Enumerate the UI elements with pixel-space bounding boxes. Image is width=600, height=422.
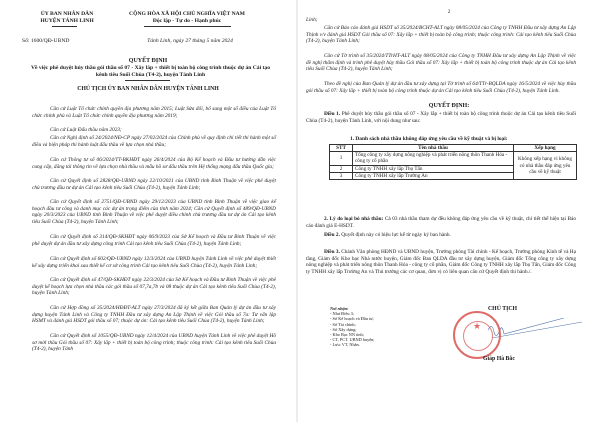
legal-basis-1: Căn cứ Luật Tổ chức chính quyền địa phương năm 2015; Luật Sửa đổi, bổ sung một số điều của Luật Tổ chức chính phủ và Luật Tổ chức chính quyền địa phương năm 2019; (32, 106, 276, 119)
article-2 (306, 232, 576, 239)
bidder-list-heading: 1. Danh sách nhà thầu không đáp ứng yêu cầu về kỹ thuật và bị loại: (350, 136, 508, 142)
rejection-reason-text: Cả 03 nhà thầu tham dự đều không đáp ứng yêu cầu về kỹ thuật, chi tiết thể hiện tại Báo cáo đánh giá E-HSDT. (306, 216, 576, 229)
page-number: 2 (447, 9, 451, 15)
legal-basis-13: Căn cứ Tờ trình số 35/2024/TTrHT-ALT ngày 08/05/2024 của Công ty TNHH Đầu tư xây dựng An Lập Thịnh về việc đề nghị thẩm định và trình phê duyệt hủy thầu Gói thầu số 07: Xây lắp + thiết bị toàn bộ công trình thuộc dự án Cải tạo kênh tiêu Suối Chùa (T4-2), huyện Tánh Linh; (306, 53, 576, 73)
motto-underline (144, 26, 231, 27)
document-date: Tánh Linh, ngày 27 tháng 5 năm 2024 (147, 38, 233, 44)
table-row (330, 152, 577, 165)
legal-basis-12: Căn cứ Báo cáo đánh giá HSDT số 35/2024/BCHT-ALT ngày 08/05/2024 của Công ty TNHH Đầu tư xây dựng An Lập Thịnh v/v đánh giá HSDT Gói thầu số 07: Xây lắp + thiết bị toàn bộ công trình; thuộc công trình: Cải tạo kênh tiêu Suối Chùa (T4-2), huyện Tánh Linh; (306, 25, 576, 45)
proposal-basis: Theo đề nghị của Ban Quản lý dự án đầu tư xây dựng tại Tờ trình số 64/TTr-BQLDA ngày 16/5/2024 về việc hủy thầu gói thầu số 07: Xây lắp + thiết bị toàn bộ công trình thuộc dự án Cải tạo kênh tiêu Suối Chùa (T4-2), huyện Tánh Linh. (306, 81, 576, 94)
document-page-1 (0, 0, 296, 422)
recipient-item: - Sở Tài chính; (330, 321, 356, 327)
recipient-item: - Lưu: VT, Nhân. (330, 342, 360, 348)
ranking-cell: Không xếp hạng vì không có nhà thầu đáp ứng yêu cầu về kỹ thuật (514, 152, 577, 180)
row-stt: 3 (330, 172, 353, 179)
article-3-label: Điều 3. (324, 249, 340, 255)
row-stt: 2 (330, 165, 353, 172)
column-header-stt: STT (330, 145, 353, 152)
row-bidder-name: Công ty TNHH xây lắp Trường An (353, 172, 514, 179)
document-page-2 (298, 0, 600, 422)
subtitle-underline (125, 80, 170, 81)
legal-basis-9: Căn cứ Quyết định số 47/QĐ-SKHĐT ngày 22/3/2024 của Sở Kế hoạch và Đầu tư Bình Thuận về việc phê duyệt kế hoạch lựa chọn nhà thầu các gói thầu số 07,7a,7b và 08 thuộc dự án Cải tạo kênh tiêu Suối Chùa (T4-2), huyện Tánh Linh; (32, 277, 276, 297)
recipient-item: - Sở Kế hoạch và Đầu tư; (330, 316, 374, 322)
article-3-text: Chánh Văn phòng HĐND và UBND huyện, Trưởng phòng Tài chính - Kế hoạch, Trưởng phòng Kinh tế và Hạ tầng, Giám đốc Kho bạc Nhà nước huyện, Giám đốc Ban QLDA đầu tư xây dựng huyện, Giám đốc Tổng công ty xây dựng nông nghiệp và phát triển nông thôn Thanh Hóa - công ty cổ phần, Giám đốc Công ty TNHH xây lắp Thọ Tấn, Giám đốc Công ty TNHH xây lắp Trường An và Thủ trưởng các cơ quan, đơn vị có liên quan căn cứ Quyết định thi hành./. (306, 249, 576, 275)
article-1-label: Điều 1. (324, 111, 341, 117)
legal-basis-2: Căn cứ Luật Đấu thầu năm 2023; (50, 127, 122, 133)
document-number: Số: 1600/QĐ-UBND (22, 38, 70, 44)
recipients-title: Nơi nhận: (330, 306, 349, 311)
seal-star-icon: ★ (472, 322, 482, 332)
continuation-text: Linh; (306, 17, 318, 23)
national-motto: Độc lập - Tự do - Hạnh phúc (152, 18, 222, 24)
legal-basis-3: Căn cứ Nghị định số 24/2024/NĐ-CP ngày 27/02/2024 của Chính phủ về quy định chi tiết thi hành một số điều và biện pháp thi hành luật đấu thầu về lựa chọn nhà thầu; (32, 135, 276, 148)
row-bidder-name: Công ty TNHH xây lắp Thọ Tấn (353, 165, 514, 172)
signature-title: CHỦ TỊCH (488, 306, 518, 312)
official-seal-icon (453, 311, 501, 359)
national-header (112, 11, 262, 25)
issuer-name (22, 11, 112, 25)
column-header-ranking: Xếp hạng (514, 145, 577, 152)
signer-name: Giáp Hà Bắc (483, 356, 515, 362)
legal-basis-4: Căn cứ Thông tư số 06/2024/TT-BKHĐT ngày 26/4/2024 của Bộ Kế hoạch và Đầu tư hướng dẫn việc cung cấp, đăng tải thông tin về lựa chọn nhà thầu và mẫu hồ sơ đấu thầu trên Hệ thống mạng đấu thầu Quốc gia; (32, 157, 276, 170)
article-2-text: Quyết định này có hiệu lực kể từ ngày ký ban hành. (339, 232, 451, 238)
legal-basis-10: Căn cứ Hợp đồng số 35/2024/HĐĐT-ALT ngày 27/3/2024 đã ký kết giữa Ban Quản lý dự án đầu tư xây dựng huyện Tánh Linh và Công ty TNHH Đầu tư xây dựng An Lập Thịnh về việc Gói thầu số 7a: Tư vấn lập HSMT và đánh giá HSDT gói thầu số 07; thuộc dự án: Cải tạo kênh tiêu Suối Chùa (T4-2), huyện Tánh Linh; (32, 305, 276, 325)
recipients-block (330, 306, 374, 348)
document-subtitle: Về việc phê duyệt hủy thầu gói thầu số 07 - Xây lắp + thiết bị toàn bộ công trình thuộc dự án Cải tạo kênh tiêu Suối Chùa (T4-2), huyện Tánh Linh (30, 65, 271, 78)
legal-basis-11: Căn cứ Quyết định số 1055/QĐ-UBND ngày 12/4/2024 của UBND huyện Tánh Linh về việc phê duyệt Hồ sơ mời thầu Gói thầu số 07: Xây lắp + thiết bị toàn bộ công trình; thuộc công trình: Cải tạo kênh tiêu Suối Chùa (T4-2), huyện Tánh (32, 333, 276, 353)
article-1 (306, 111, 576, 124)
rejected-bidders-table (329, 144, 577, 180)
rejection-reason (306, 216, 576, 229)
issuer-underline (52, 26, 77, 27)
issuing-authority: CHỦ TỊCH ỦY BAN NHÂN DÂN HUYỆN TÁNH LINH (77, 86, 219, 92)
column-header-name: Tên nhà thầu (353, 145, 514, 152)
row-stt: 1 (330, 152, 353, 165)
recipient-item: - Như Điều 3; (330, 311, 354, 317)
article-1-text: Phê duyệt hủy thầu gói thầu số 07 - Xây lắp + thiết bị toàn bộ công trình thuộc dự án Cải tạo kênh tiêu Suối Chùa (T4-2), huyện Tánh Linh, với nội dung như sau: (306, 111, 576, 124)
article-3 (306, 249, 576, 275)
table-header-row (330, 145, 577, 152)
recipient-item: - CT, PCT. UBND huyện; (330, 337, 375, 343)
issuer-line-2: HUYỆN TÁNH LINH (40, 18, 94, 24)
national-title: CỘNG HÒA XÃ HỘI CHỦ NGHĨA VIỆT NAM (129, 11, 245, 17)
row-bidder-name: Tổng công ty xây dựng nông nghiệp và phát triển nông thôn Thanh Hóa - công ty cổ phần (353, 152, 514, 165)
recipient-item: - Sở Xây dựng; (330, 326, 357, 332)
rejection-reason-label: 2. Lý do loại bỏ nhà thầu: (324, 216, 384, 222)
legal-basis-8: Căn cứ Quyết định số 602/QĐ-UBND ngày 12/3/2024 của UBND huyện Tánh Linh về việc phê duyệt thiết kế xây dựng triển khai sau thiết kế cơ sở công trình Cải tạo kênh tiêu Suối Chùa (T4-2), huyện Tánh Linh; (32, 256, 276, 269)
legal-basis-6: Căn cứ Quyết định số 2751/QĐ-UBND ngày 29/12/2023 của UBND tỉnh Bình Thuận về việc giao kế hoạch đầu tư công và danh mục các dự án trọng điểm của tỉnh năm 2024; Căn cứ Quyết định số 489/QĐ-UBND ngày 20/3/2023 của UBND tỉnh Bình Thuận về việc phê duyệt điều chỉnh chủ trương đầu tư dự án Cải tạo kênh tiêu Suối Chùa (T4-2), huyện Tánh Linh; (32, 199, 276, 225)
article-2-label: Điều 2. (324, 232, 340, 238)
issuer-line-1: ỦY BAN NHÂN DÂN (40, 11, 94, 17)
decision-heading: QUYẾT ĐỊNH: (428, 103, 470, 109)
recipient-item: - Kho Bạc NN tỉnh; (330, 332, 364, 338)
legal-basis-7: Căn cứ Quyết định số 314/QĐ-SKHĐT ngày 06/9/2023 của Sở Kế hoạch và Đầu tư Bình Thuận về việc phê duyệt dự án đầu tư xây dựng công trình Cải tạo kênh tiêu Suối Chùa (T4-2), huyện Tánh Linh; (32, 234, 276, 247)
legal-basis-5: Căn cứ Quyết định số 2828/QĐ-UBND ngày 22/10/2021 của UBND tỉnh Bình Thuận về việc phê duyệt chủ trương đầu tư dự án Cải tạo kênh tiêu Suối Chùa (T4-2), huyện Tánh Linh; (32, 178, 276, 191)
document-title: QUYẾT ĐỊNH (128, 58, 168, 64)
